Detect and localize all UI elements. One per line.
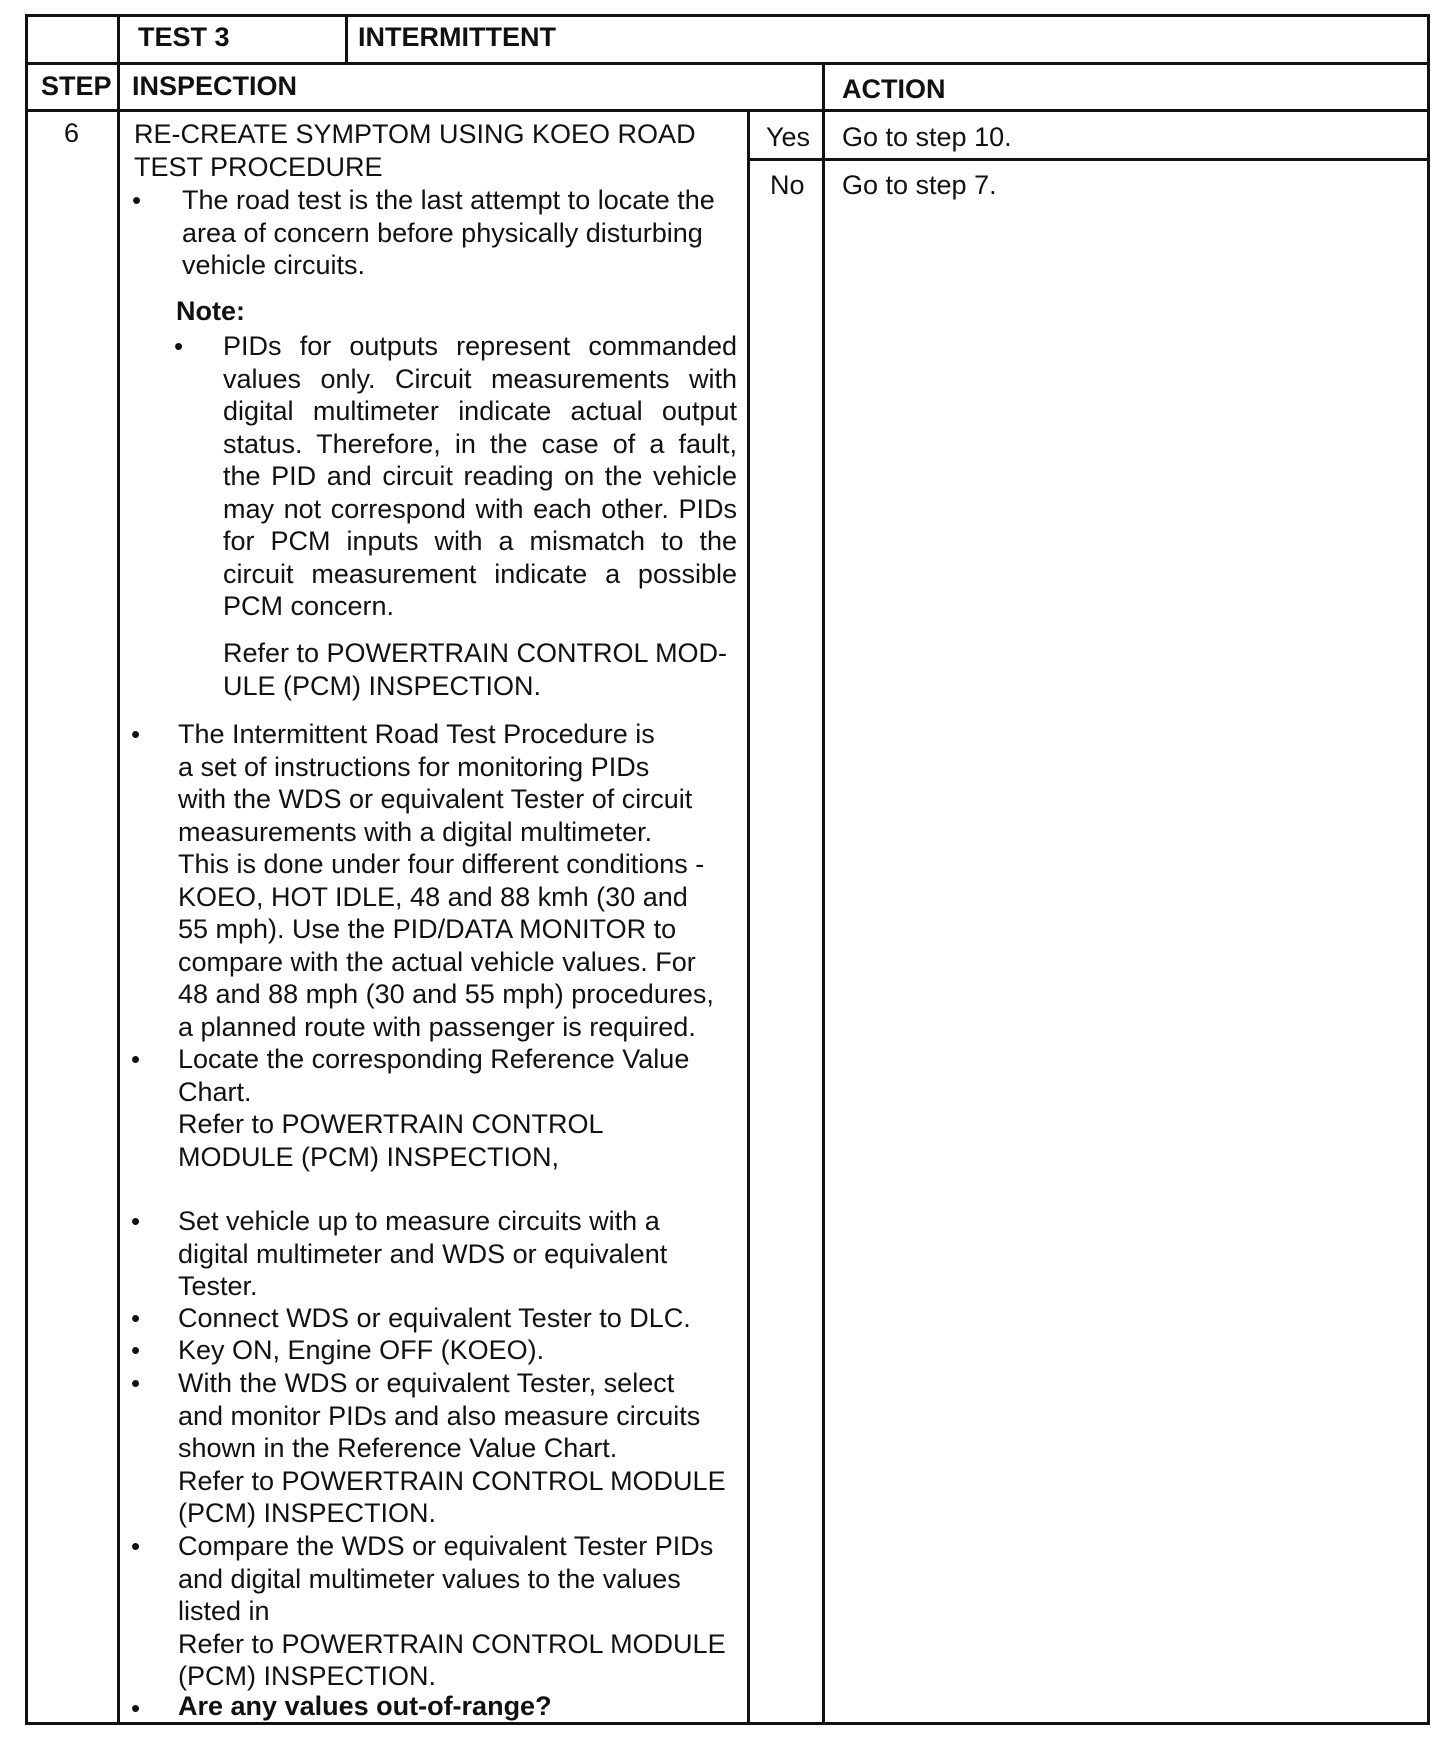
- bullet2-line: The Intermittent Road Test Procedure is: [178, 719, 655, 749]
- note-refer-line: Refer to POWERTRAIN CONTROL MOD-: [223, 638, 728, 668]
- bullet8-line: Compare the WDS or equivalent Tester PIDs: [178, 1531, 714, 1561]
- bullet3-line: MODULE (PCM) INSPECTION,: [178, 1141, 560, 1172]
- bullet3-line: Refer to POWERTRAIN CONTROL: [178, 1109, 604, 1139]
- bullet2-line: KOEO, HOT IDLE, 48 and 88 kmh (30 and: [178, 881, 688, 912]
- bullet8-line: and digital multimeter values to the values: [178, 1563, 681, 1594]
- bullet1-line: area of concern before physically disturbing: [182, 217, 703, 248]
- bullet1-line: The road test is the last attempt to locate the: [182, 185, 715, 215]
- note-line: status. Therefore, in the case of a fault,: [223, 428, 737, 459]
- column-inspection: INSPECTION: [132, 71, 298, 101]
- bullet2-line: compare with the actual vehicle values. For: [178, 946, 696, 977]
- bullet2-line: a planned route with passenger is required.: [178, 1011, 696, 1042]
- rule-test-title: [345, 14, 348, 65]
- bullet-marker: •: [131, 1206, 141, 1236]
- bullet8-line: (PCM) INSPECTION.: [178, 1661, 437, 1691]
- bullet4-line: digital multimeter and WDS or equivalent: [178, 1238, 668, 1269]
- bullet7-line: (PCM) INSPECTION.: [178, 1498, 437, 1528]
- rule-columns-bottom: [25, 109, 1430, 112]
- bullet5-line: Connect WDS or equivalent Tester to DLC.: [178, 1303, 691, 1333]
- answer-yes: Yes: [766, 122, 811, 152]
- bullet7-line: With the WDS or equivalent Tester, select: [178, 1368, 675, 1398]
- note-line: for PCM inputs with a mismatch to the: [223, 526, 737, 556]
- bullet3-line: Locate the corresponding Reference Value: [178, 1044, 690, 1074]
- bullet-marker: •: [131, 1693, 141, 1723]
- note-line: values only. Circuit measurements with: [223, 363, 737, 394]
- bullet7-line: shown in the Reference Value Chart.: [178, 1433, 618, 1463]
- bullet3-line: Chart.: [178, 1076, 252, 1107]
- inspection-heading: [134, 118, 696, 183]
- action-no: Go to step 7.: [842, 170, 997, 200]
- bullet1-line: vehicle circuits.: [182, 250, 366, 280]
- note-refer: [223, 637, 727, 702]
- bullet-marker: •: [131, 719, 141, 749]
- bullet3-text: [178, 1043, 689, 1173]
- bullet-marker: •: [131, 1303, 141, 1333]
- note-text: [223, 330, 737, 623]
- bullet4-text: [178, 1205, 667, 1303]
- note-line: PIDs for outputs represent commanded: [223, 331, 737, 361]
- column-step: STEP: [41, 71, 112, 101]
- bullet4-line: Tester.: [178, 1271, 258, 1301]
- note-line: the PID and circuit reading on the vehicle: [223, 461, 737, 491]
- note-label: Note:: [176, 296, 245, 326]
- rule-answer-left: [747, 109, 750, 1725]
- note-line: circuit measurement indicate a possible: [223, 558, 737, 589]
- rule-yes-bottom: [747, 158, 1430, 161]
- bullet2-line: This is done under four different conditions -: [178, 849, 705, 879]
- bullet1-text: [182, 184, 715, 282]
- bullet5-text: [178, 1302, 691, 1335]
- bullet9-text: [178, 1690, 552, 1723]
- rule-header-bottom: [25, 62, 1430, 65]
- heading-line: RE-CREATE SYMPTOM USING KOEO ROAD: [134, 119, 696, 149]
- bullet6-line: Key ON, Engine OFF (KOEO).: [178, 1335, 545, 1365]
- bullet7-line: and monitor PIDs and also measure circuits: [178, 1400, 701, 1431]
- bullet2-line: 55 mph). Use the PID/DATA MONITOR to: [178, 914, 677, 944]
- bullet-marker: •: [132, 185, 142, 215]
- bullet-marker: •: [131, 1044, 141, 1074]
- bullet2-line: a set of instructions for monitoring PIDs: [178, 751, 650, 782]
- bullet2-line: with the WDS or equivalent Tester of circuit: [178, 784, 693, 814]
- bullet2-line: 48 and 88 mph (30 and 55 mph) procedures,: [178, 979, 714, 1009]
- bullet-marker: •: [131, 1368, 141, 1398]
- column-action: ACTION: [842, 74, 946, 104]
- bullet8-line: Refer to POWERTRAIN CONTROL MODULE: [178, 1628, 726, 1659]
- bullet7-line: Refer to POWERTRAIN CONTROL MODULE: [178, 1465, 726, 1496]
- bullet8-line: listed in: [178, 1596, 270, 1626]
- test-number: TEST 3: [138, 22, 230, 52]
- bullet-marker: •: [174, 331, 184, 361]
- rule-test-left: [117, 14, 120, 1725]
- bullet4-line: Set vehicle up to measure circuits with a: [178, 1206, 660, 1236]
- step-number: 6: [64, 118, 80, 148]
- action-yes: Go to step 10.: [842, 122, 1012, 152]
- test-title: INTERMITTENT: [358, 22, 556, 52]
- bullet8-text: [178, 1530, 726, 1693]
- note-line: may not correspond with each other. PIDs: [223, 493, 737, 524]
- question-line: Are any values out-of-range?: [178, 1691, 552, 1721]
- bullet7-text: [178, 1367, 726, 1530]
- bullet2-line: measurements with a digital multimeter.: [178, 816, 653, 847]
- note-refer-line: ULE (PCM) INSPECTION.: [223, 670, 542, 701]
- bullet-marker: •: [131, 1335, 141, 1365]
- note-line: digital multimeter indicate actual output: [223, 396, 737, 426]
- bullet6-text: [178, 1334, 544, 1367]
- rule-action-left: [822, 62, 825, 1725]
- note-line: PCM concern.: [223, 591, 395, 621]
- bullet2-text: [178, 718, 714, 1043]
- answer-no: No: [770, 170, 805, 200]
- heading-line: TEST PROCEDURE: [134, 151, 383, 182]
- bullet-marker: •: [131, 1531, 141, 1561]
